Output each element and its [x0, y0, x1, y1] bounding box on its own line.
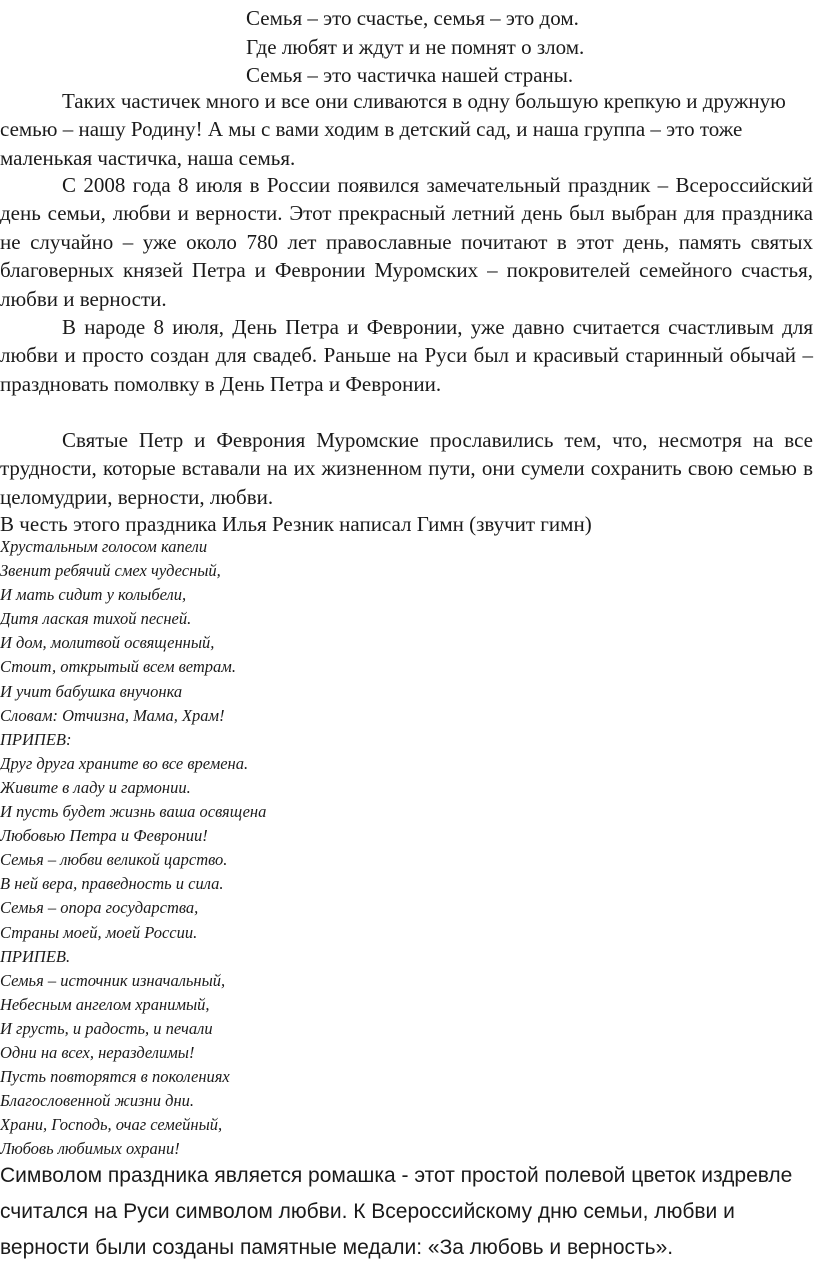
poem-line: Небесным ангелом хранимый,: [0, 994, 210, 1014]
poem-line: Семья – любви великой царство.: [0, 850, 228, 870]
poem-line: И дом, молитвой освященный,: [0, 633, 215, 653]
paragraph: Святые Петр и Феврония Муромские прославились тем, что, несмотря на все трудности, которые вставали на их жизненном пути, они сумели сохранить свою семью в целомудрии, верности, любви.: [0, 428, 813, 509]
chorus-label: ПРИПЕВ:: [0, 729, 72, 749]
poem-line: И грусть, и радость, и печали: [0, 1018, 213, 1038]
poem-line: Страны моей, моей России.: [0, 922, 198, 942]
poem-line: И мать сидит у колыбели,: [0, 585, 187, 605]
closing-paragraph: Символом праздника является ромашка - этот простой полевой цветок издревле считался на Руси символом любви. К Всероссийскому дню семьи, любви и верности были созданы памятные медали: «За любовь и верность».: [0, 1164, 793, 1259]
poem-line: Любовью Петра и Февронии!: [0, 826, 208, 846]
poem-line: Друг друга храните во все времена.: [0, 753, 249, 773]
poem-line: Семья – источник изначальный,: [0, 970, 226, 990]
poem-line: И учит бабушка внучонка: [0, 681, 183, 701]
epigraph-line: Семья – это частичка нашей страны.: [246, 63, 574, 87]
poem-line: И пусть будет жизнь ваша освящена: [0, 802, 267, 822]
poem-line: Стоит, открытый всем ветрам.: [0, 657, 236, 677]
anthem-intro: В честь этого праздника Илья Резник написал Гимн (звучит гимн): [0, 512, 592, 536]
poem-line: Живите в ладу и гармонии.: [0, 777, 191, 797]
poem-line: Хрустальным голосом капели: [0, 537, 208, 556]
poem-line: В ней вера, праведность и сила.: [0, 874, 224, 894]
paragraph: С 2008 года 8 июля в России появился замечательный праздник – Всероссийский день семьи, любви и верности. Этот прекрасный летний день был выбран для праздника не случайно – уже около 780 лет православные почитают в этот день, память святых благоверных князей Петра и Февронии Муромских – покровителей семейного счастья, любви и верности.: [0, 173, 813, 311]
anthem-poem: [0, 535, 266, 1161]
poem-line: Благословенной жизни дни.: [0, 1091, 195, 1111]
chorus-label: ПРИПЕВ.: [0, 946, 71, 966]
paragraph: Таких частичек много и все они сливаются в одну большую крепкую и дружную семью – нашу Родину! А мы с вами ходим в детский сад, и наша группа – это тоже маленькая частичка, наша семья.: [0, 89, 786, 170]
poem-line: Дитя лаская тихой песней.: [0, 609, 192, 629]
poem-line: Одни на всех, неразделимы!: [0, 1042, 195, 1062]
poem-line: Звенит ребячий смех чудесный,: [0, 561, 221, 581]
poem-line: Словам: Отчизна, Мама, Храм!: [0, 705, 225, 725]
epigraph-line: Семья – это счастье, семья – это дом.: [246, 6, 579, 30]
poem-line: Храни, Господь, очаг семейный,: [0, 1115, 223, 1135]
poem-line: Любовь любимых охрани!: [0, 1139, 180, 1159]
poem-line: Пусть повторятся в поколениях: [0, 1067, 230, 1087]
paragraph: В народе 8 июля, День Петра и Февронии, уже давно считается счастливым для любви и просто создан для свадеб. Раньше на Руси был и красивый старинный обычай – праздновать помолвку в День Петра и Февронии.: [0, 315, 813, 396]
epigraph: [246, 4, 584, 90]
poem-line: Семья – опора государства,: [0, 898, 199, 918]
epigraph-line: Где любят и ждут и не помнят о злом.: [246, 34, 585, 59]
